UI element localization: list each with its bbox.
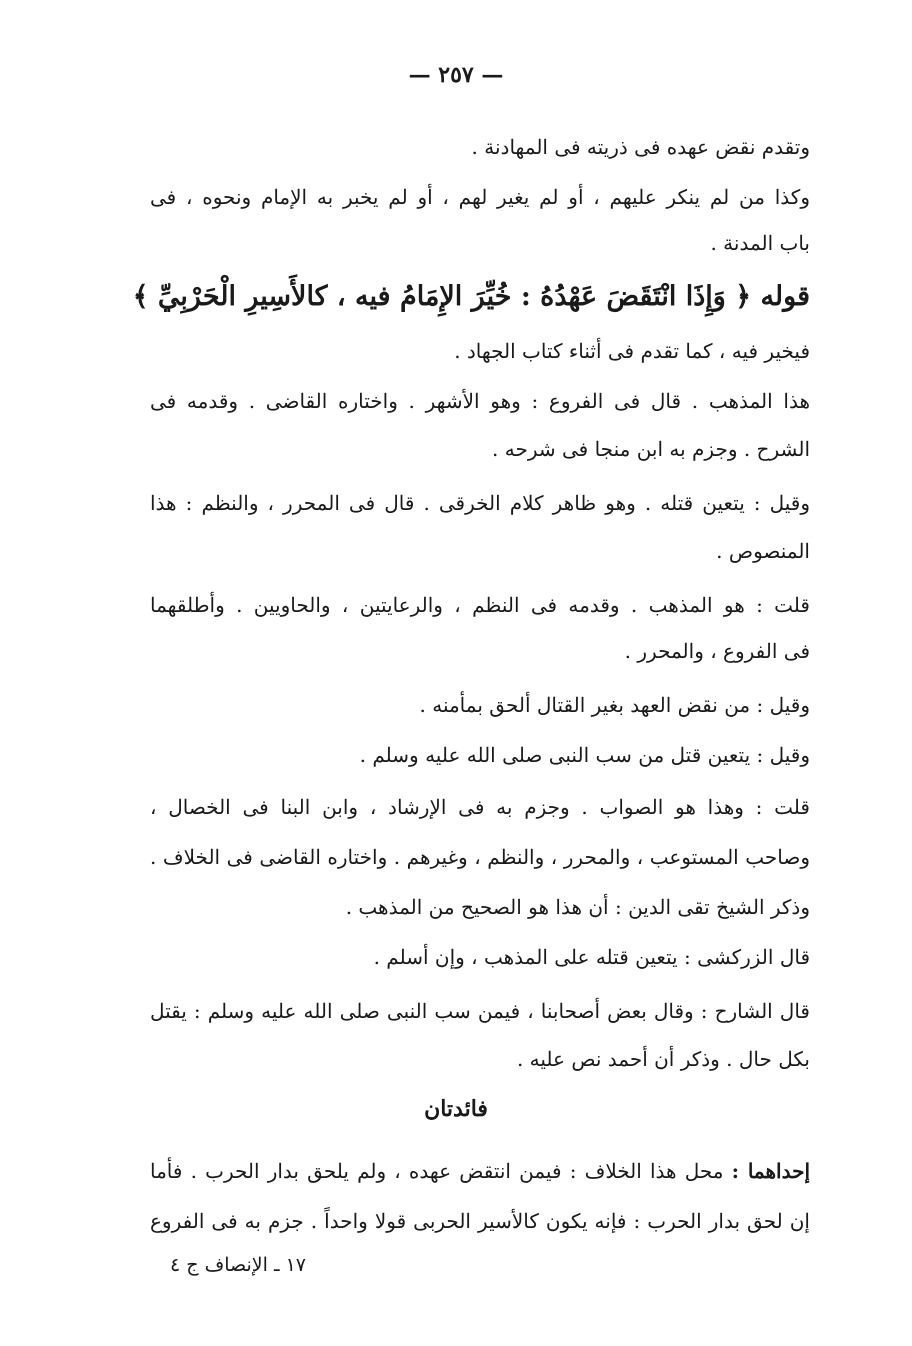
text-line: وصاحب المستوعب ، والمحرر ، والنظم ، وغيرهم . واختاره القاضى فى الخلاف . — [150, 845, 810, 869]
text-line: باب المدنة . — [710, 231, 810, 255]
text-line: قال الزركشى : يتعين قتله على المذهب ، وإن أسلم . — [373, 945, 810, 969]
text-line: فى الفروع ، والمحرر . — [624, 639, 810, 663]
text-line: وتقدم نقض عهده فى ذريته فى المهادنة . — [471, 135, 810, 159]
text-line: الشرح . وجزم به ابن منجا فى شرحه . — [492, 437, 810, 461]
text-line: المنصوص . — [716, 539, 810, 563]
text-line: بكل حال . وذكر أن أحمد نص عليه . — [516, 1047, 810, 1071]
note-line: إن لحق بدار الحرب : فإنه يكون كالأسير الحربى قولا واحداً . جزم به فى الفروع — [150, 1209, 810, 1233]
note-lead: إحداهما : — [731, 1159, 810, 1183]
text-line: قلت : هو المذهب . وقدمه فى النظم ، والرعايتين ، والحاويين . وأطلقهما — [150, 593, 810, 617]
text-line: وقيل : يتعين قتله . وهو ظاهر كلام الخرقى . قال فى المحرر ، والنظم : هذا — [150, 491, 810, 515]
page-number: — ٢٥٧ — — [408, 62, 504, 88]
quoted-matn-line: قوله ﴿ وَإِذَا انْتَقَضَ عَهْدُهُ : خُيِّرَ الإِمَامُ فيه ، كالأَسِيرِ الْحَرْبِيِّ ﴾ — [132, 281, 810, 312]
text-line: قلت : وهذا هو الصواب . وجزم به فى الإرشاد ، وابن البنا فى الخصال ، — [150, 795, 810, 819]
text-line: وقيل : يتعين قتل من سب النبى صلى الله عليه وسلم . — [359, 743, 810, 767]
note-text: محل هذا الخلاف : فيمن انتقض عهده ، ولم يلحق بدار الحرب . فأما — [150, 1159, 732, 1183]
footer-signature: ١٧ ـ الإنصاف ج ٤ — [170, 1254, 306, 1276]
text-line: وكذا من لم ينكر عليهم ، أو لم يغير لهم ، أو لم يخبر به الإمام ونحوه ، فى — [150, 185, 810, 209]
section-heading: فائدتان — [424, 1096, 488, 1122]
text-line: وذكر الشيخ تقى الدين : أن هذا هو الصحيح من المذهب . — [345, 895, 810, 919]
text-line: فيخير فيه ، كما تقدم فى أثناء كتاب الجهاد . — [454, 339, 810, 363]
note-line — [150, 1156, 810, 1186]
text-line: قال الشارح : وقال بعض أصحابنا ، فيمن سب النبى صلى الله عليه وسلم : يقتل — [150, 999, 810, 1023]
text-line: هذا المذهب . قال فى الفروع : وهو الأشهر . واختاره القاضى . وقدمه فى — [150, 389, 810, 413]
text-line: وقيل : من نقض العهد بغير القتال ألحق بمأمنه . — [419, 693, 810, 717]
